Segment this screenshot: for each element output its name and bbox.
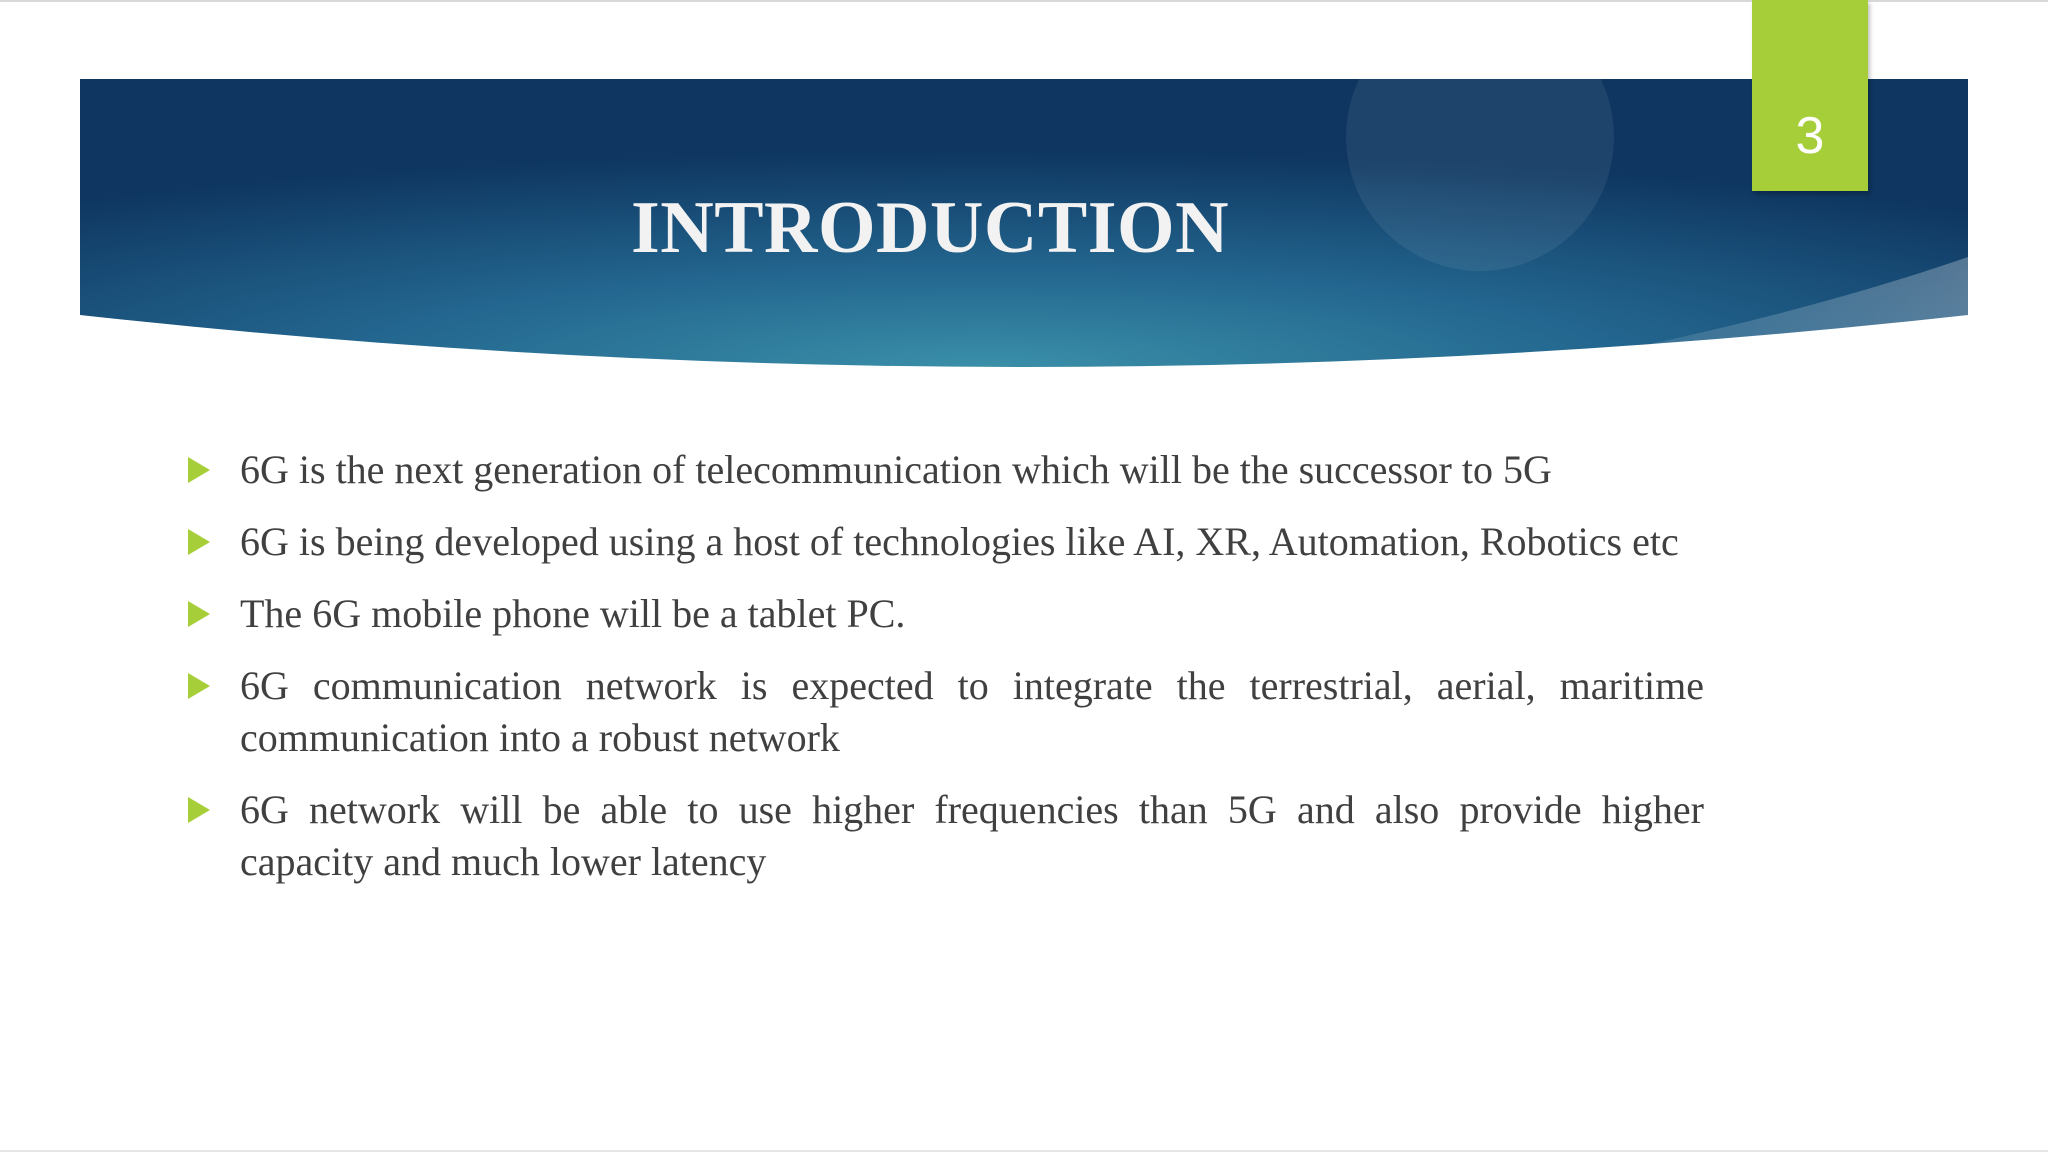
page-number: 3 bbox=[1795, 107, 1825, 165]
bullet-text: 6G communication network is expected to integrate the terrestrial, aerial, maritime communication into a robust network bbox=[240, 663, 1704, 760]
triangle-right-icon bbox=[188, 673, 210, 699]
bullet-item bbox=[184, 588, 1704, 640]
bullet-list bbox=[184, 444, 1704, 908]
bullet-text: 6G is being developed using a host of technologies like AI, XR, Automation, Robotics etc bbox=[240, 519, 1679, 564]
triangle-right-icon bbox=[188, 601, 210, 627]
bullet-item bbox=[184, 784, 1704, 888]
triangle-right-icon bbox=[188, 457, 210, 483]
bullet-item bbox=[184, 660, 1704, 764]
bullet-text: The 6G mobile phone will be a tablet PC. bbox=[240, 591, 906, 636]
triangle-right-icon bbox=[188, 797, 210, 823]
triangle-right-icon bbox=[188, 529, 210, 555]
bullet-item bbox=[184, 516, 1704, 568]
bullet-text: 6G network will be able to use higher frequencies than 5G and also provide higher capacity and much lower latency bbox=[240, 787, 1704, 884]
slide-top-border bbox=[0, 0, 2048, 2]
page-number-tab bbox=[1752, 0, 1868, 191]
page-title: INTRODUCTION bbox=[630, 187, 1230, 269]
bullet-item bbox=[184, 444, 1704, 496]
bullet-text: 6G is the next generation of telecommunication which will be the successor to 5G bbox=[240, 447, 1552, 492]
